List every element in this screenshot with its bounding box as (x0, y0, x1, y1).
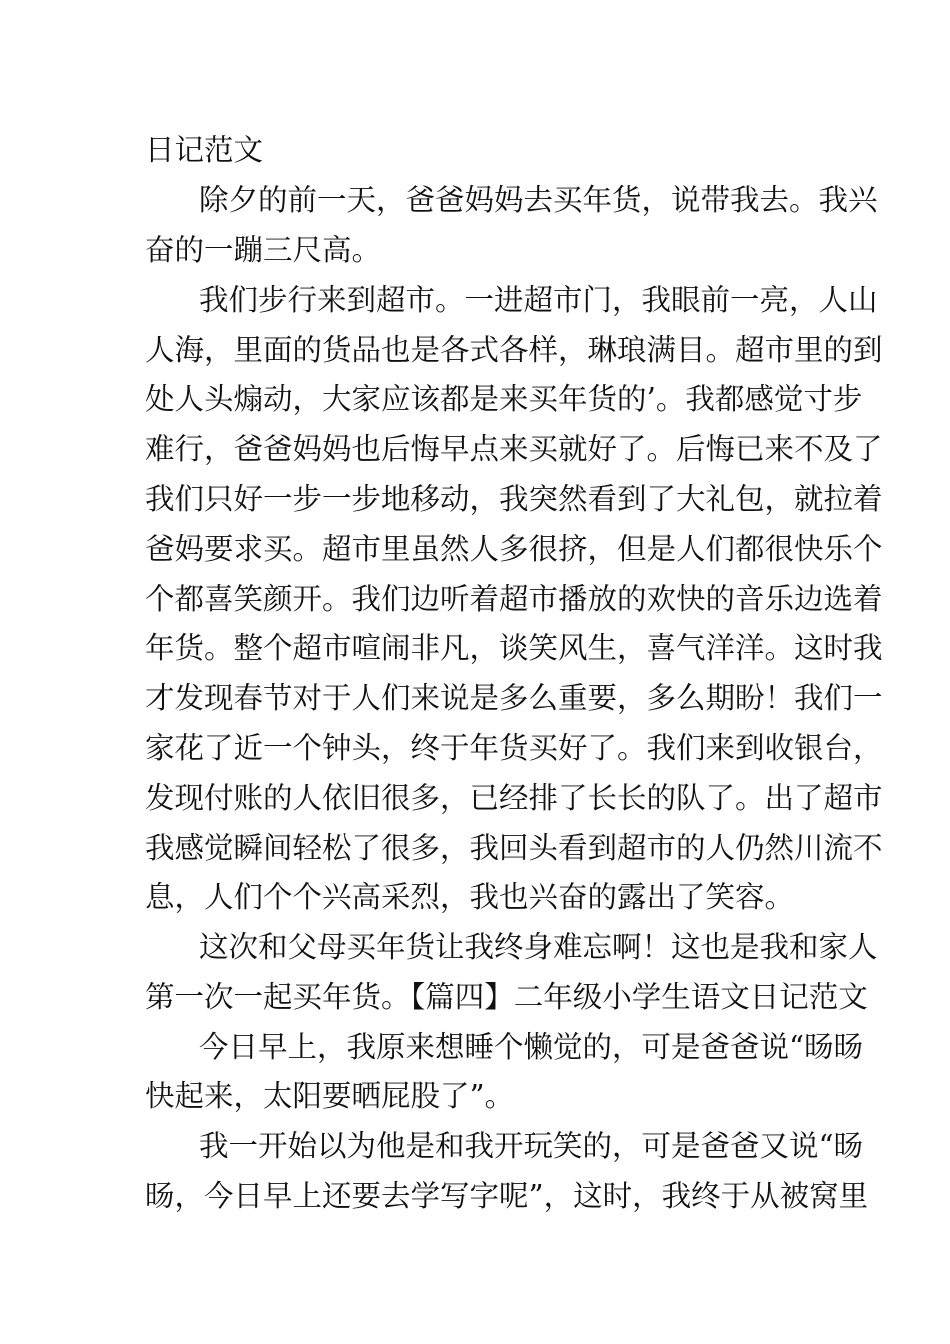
text-line: 我一开始以为他是和我开玩笑的，可是爸爸又说“旸 (199, 1129, 864, 1163)
text-line: 家花了近一个钟头，终于年货买好了。我们来到收银台， (145, 731, 883, 765)
text-line: 发现付账的人依旧很多，已经排了长长的队了。出了超市 (145, 781, 883, 815)
text-line: 难行，爸爸妈妈也后悔早点来买就好了。后悔已来不及了 (145, 432, 883, 466)
document-heading: 日记范文 (145, 133, 264, 167)
text-line: 个都喜笑颜开。我们边听着超市播放的欢快的音乐边选着 (145, 582, 883, 616)
text-line: 我感觉瞬间轻松了很多，我回头看到超市的人仍然川流不 (145, 831, 883, 865)
text-line: 处人头煽动，大家应该都是来买年货的’。我都感觉寸步 (145, 382, 863, 416)
text-line: 爸妈要求买。超市里虽然人多很挤，但是人们都很快乐个 (145, 532, 883, 566)
text-line: 我们步行来到超市。一进超市门，我眼前一亮，人山 (199, 283, 878, 317)
text-line: 第一次一起买年货。【篇四】二年级小学生语文日记范文 (145, 980, 868, 1014)
text-line: 我们只好一步一步地移动，我突然看到了大礼包，就拉着 (145, 482, 883, 516)
text-line: 这次和父母买年货让我终身难忘啊！这也是我和家人 (199, 930, 878, 964)
text-line: 年货。整个超市喧闹非凡，谈笑风生，喜气洋洋。这时我 (145, 631, 883, 665)
text-line: 息，人们个个兴高采烈，我也兴奋的露出了笑容。 (145, 880, 795, 914)
text-line: 快起来，太阳要晒屁股了”。 (145, 1079, 515, 1113)
text-line: 奋的一蹦三尺高。 (145, 233, 382, 267)
text-line: 旸，今日早上还要去学写字呢”，这时，我终于从被窝里 (145, 1179, 869, 1213)
text-line: 才发现春节对于人们来说是多么重要，多么期盼！我们一 (145, 681, 883, 715)
text-line: 人海，里面的货品也是各式各样，琳琅满目。超市里的到 (145, 333, 883, 367)
text-line: 除夕的前一天，爸爸妈妈去买年货，说带我去。我兴 (199, 183, 878, 217)
text-line: 今日早上，我原来想睡个懒觉的，可是爸爸说“旸旸 (199, 1030, 864, 1064)
